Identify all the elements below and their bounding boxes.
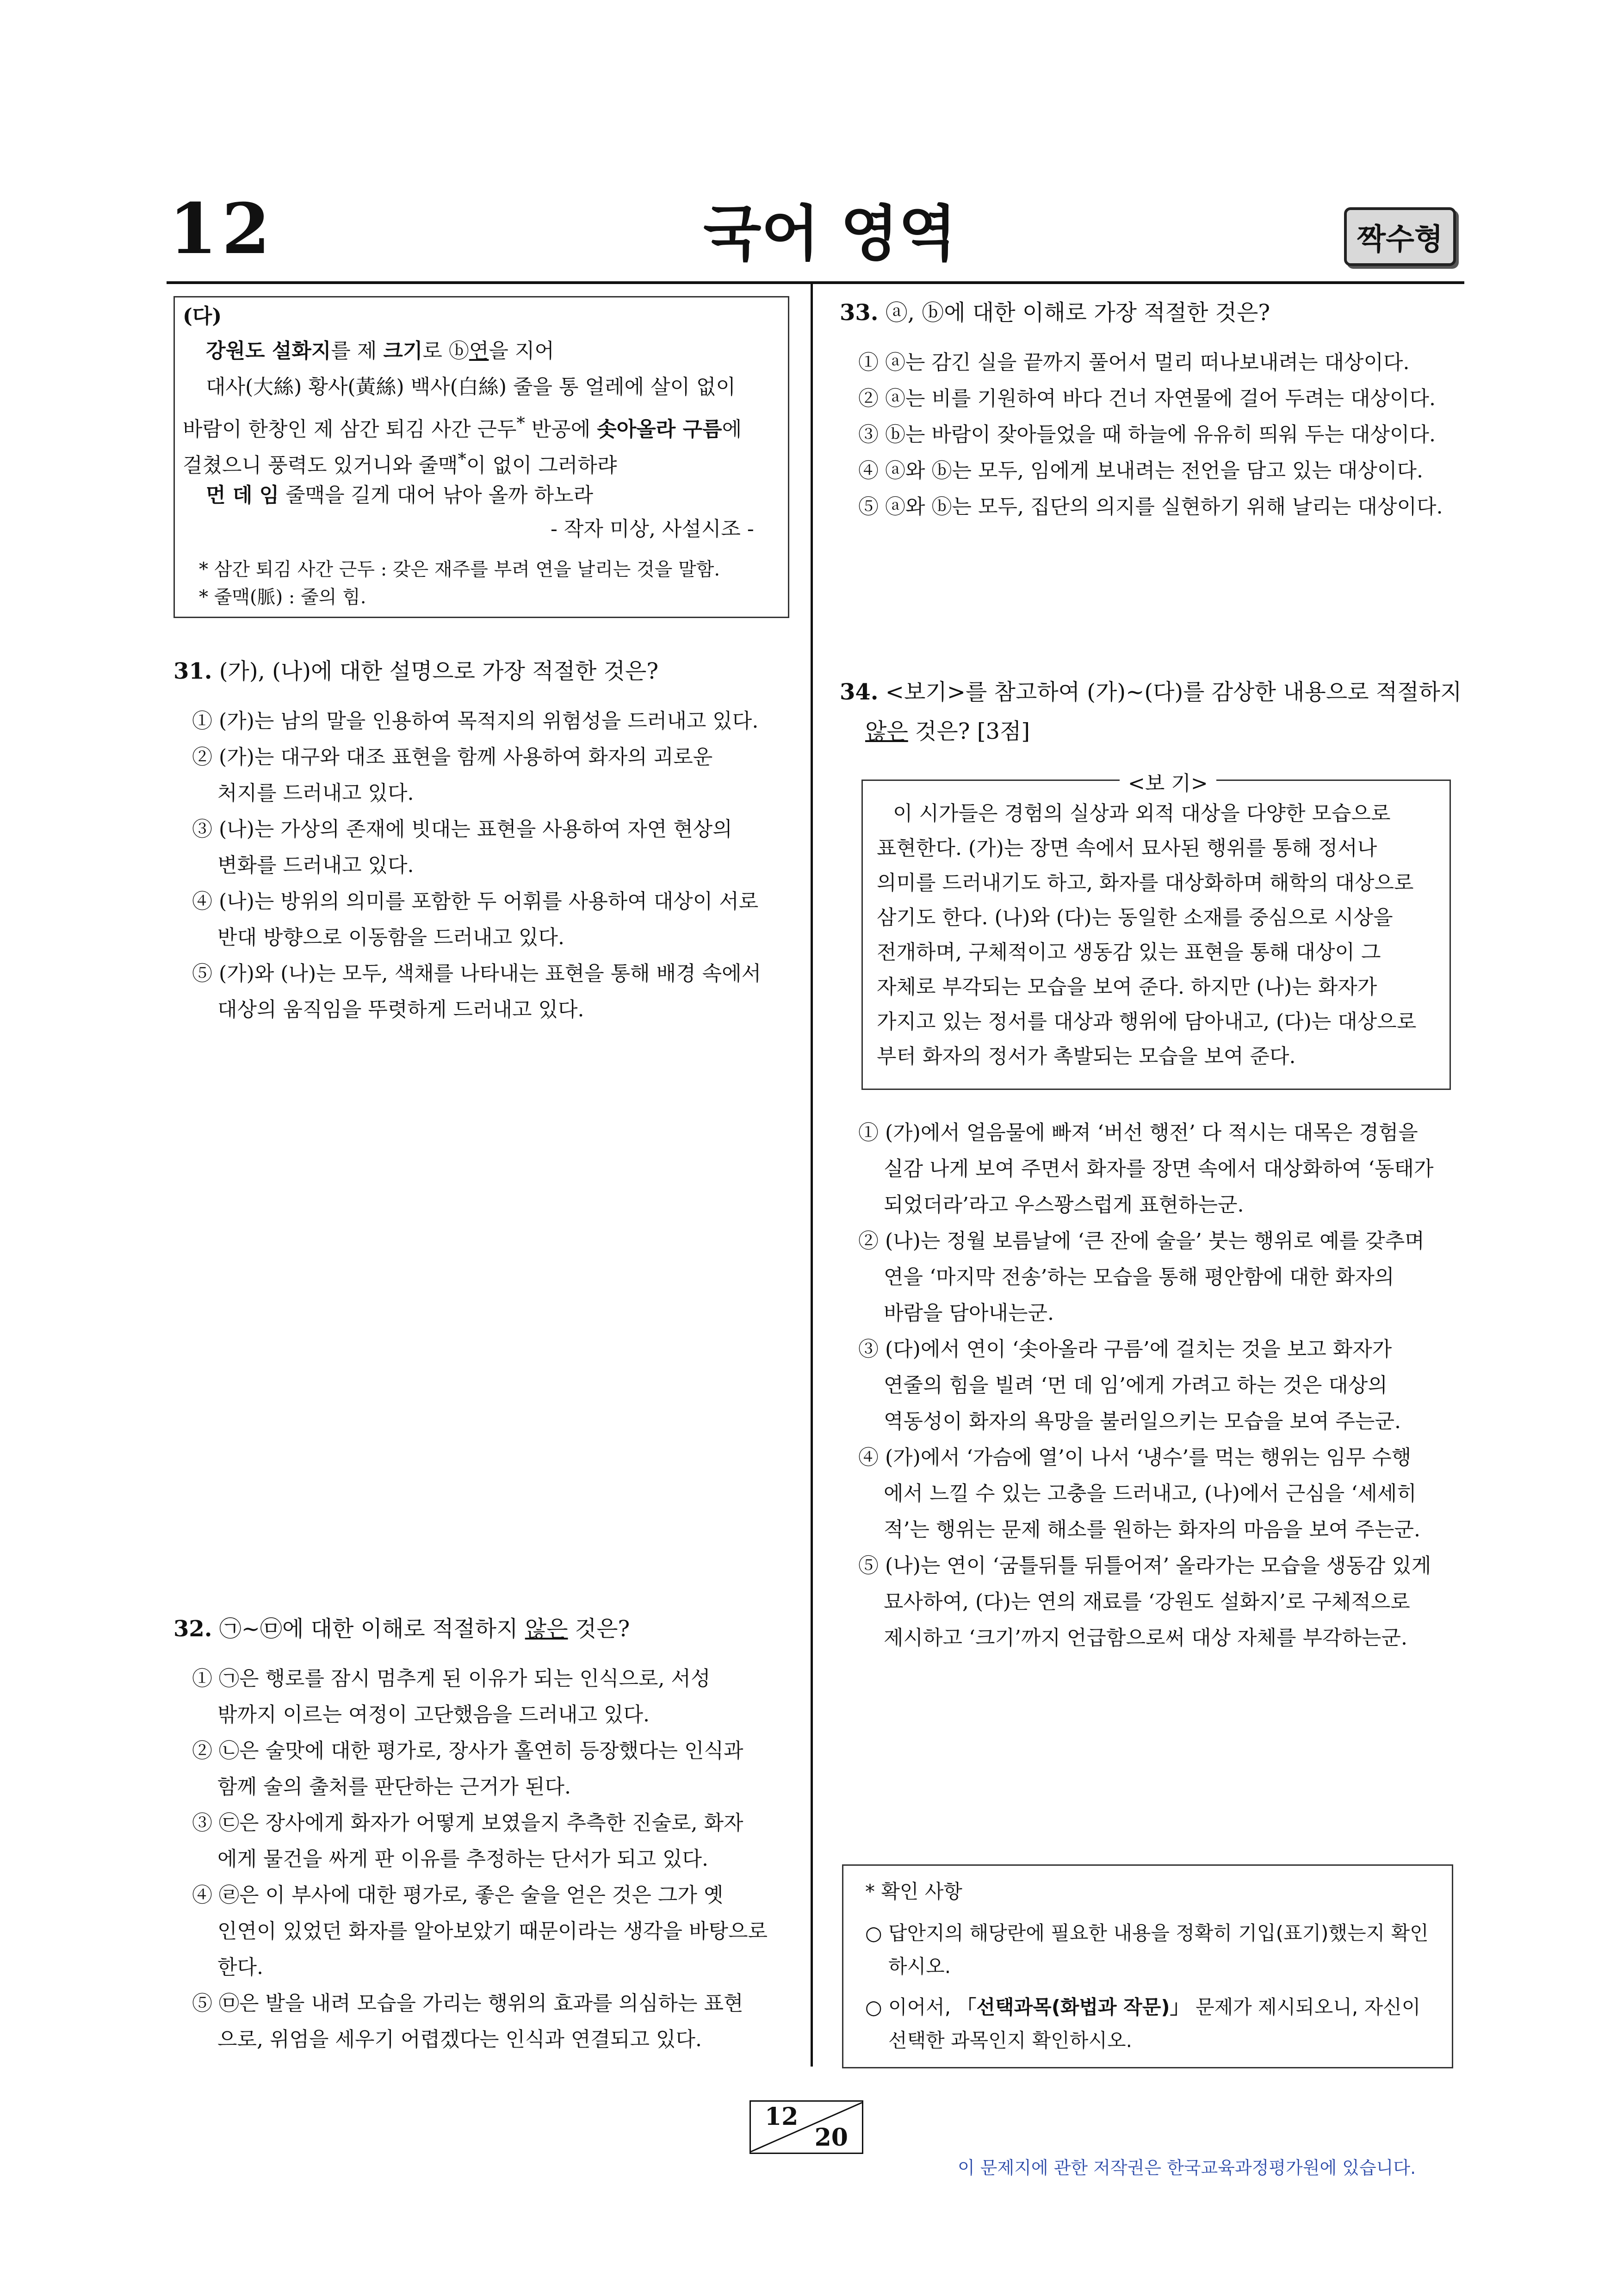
q34-option-3-cont: 역동성이 화자의 욕망을 불러일으키는 모습을 보여 주는군.: [884, 1410, 1401, 1433]
q34-option-4[interactable]: ④ (가)에서 ‘가슴에 열’이 나서 ‘냉수’를 먹는 행위는 임무 수행: [858, 1446, 1412, 1469]
page-current: 12: [765, 2103, 799, 2131]
passage-da-line: 걸쳤으니 풍력도 있거니와 줄맥*이 없이 그러하랴: [183, 449, 617, 477]
q33-option-3[interactable]: ③ ⓑ는 바람이 잦아들었을 때 하늘에 유유히 띄워 두는 대상이다.: [858, 423, 1436, 446]
q33-option-2[interactable]: ② ⓐ는 비를 기원하여 바다 건너 자연물에 걸어 두려는 대상이다.: [858, 387, 1436, 410]
q34-option-2-cont: 바람을 담아내는군.: [884, 1301, 1054, 1325]
q31-option-2[interactable]: ② (가)는 대구와 대조 표현을 함께 사용하여 화자의 괴로운: [192, 745, 713, 769]
bogi-line: 자체로 부각되는 모습을 보여 준다. 하지만 (나)는 화자가: [877, 975, 1377, 999]
passage-source: - 작자 미상, 사설시조 -: [551, 517, 754, 541]
q32-option-1-cont: 밖까지 이르는 여정이 고단했음을 드러내고 있다.: [217, 1703, 650, 1727]
q32-option-2-cont: 함께 술의 출처를 판단하는 근거가 된다.: [217, 1775, 571, 1799]
q32-option-4-cont: 한다.: [217, 1956, 263, 1979]
q34-option-4-cont: 적’는 행위는 문제 해소를 원하는 화자의 마음을 보여 주는군.: [884, 1518, 1420, 1541]
page-number: 12: [169, 188, 275, 270]
bogi-line: 부터 화자의 정서가 촉발되는 모습을 보여 준다.: [877, 1045, 1296, 1068]
q32-option-5[interactable]: ⑤ ㉤은 발을 내려 모습을 가리는 행위의 효과를 의심하는 표현: [192, 1992, 743, 2015]
notice-title: * 확인 사항: [865, 1880, 962, 1903]
bogi-line: 전개하며, 구체적이고 생동감 있는 표현을 통해 대상이 그: [877, 941, 1381, 964]
q32-option-4[interactable]: ④ ㉣은 이 부사에 대한 평가로, 좋은 술을 얻은 것은 그가 옛: [192, 1883, 724, 1907]
question-34-stem-cont: 않은 것은? [3점]: [865, 718, 1030, 744]
bogi-line: 표현한다. (가)는 장면 속에서 묘사된 행위를 통해 정서나: [877, 836, 1377, 860]
q34-option-3[interactable]: ③ (다)에서 연이 ‘솟아올라 구름’에 걸치는 것을 보고 화자가: [858, 1337, 1392, 1361]
q32-option-4-cont: 인연이 있었던 화자를 알아보았기 때문이라는 생각을 바탕으로: [217, 1919, 768, 1943]
q34-option-5[interactable]: ⑤ (나)는 연이 ‘굼틀뒤틀 뒤틀어져’ 올라가는 모습을 생동감 있게: [858, 1554, 1431, 1578]
passage-da-line: 강원도 설화지를 제 크기로 ⓑ연을 지어: [206, 339, 554, 363]
header-rule: [167, 281, 1464, 284]
q33-option-4[interactable]: ④ ⓐ와 ⓑ는 모두, 임에게 보내려는 전언을 담고 있는 대상이다.: [858, 459, 1423, 483]
q32-option-2[interactable]: ② ㉡은 술맛에 대한 평가로, 장사가 홀연히 등장했다는 인식과: [192, 1739, 743, 1763]
column-divider: [811, 283, 813, 2067]
q31-option-3[interactable]: ③ (나)는 가상의 존재에 빗대는 표현을 사용하여 자연 현상의: [192, 817, 732, 841]
bogi-label: <보 기>: [1120, 767, 1216, 796]
question-31-stem: 31. (가), (나)에 대한 설명으로 가장 적절한 것은?: [173, 658, 659, 684]
q34-option-4-cont: 에서 느낄 수 있는 고충을 드러내고, (나)에서 근심을 ‘세세히: [884, 1482, 1417, 1505]
footnote: * 줄맥(脈) : 줄의 힘.: [199, 587, 366, 608]
q34-option-2-cont: 연을 ‘마지막 전송’하는 모습을 통해 평안함에 대한 화자의: [884, 1265, 1394, 1289]
question-33-stem: 33. ⓐ, ⓑ에 대한 이해로 가장 적절한 것은?: [840, 300, 1270, 326]
passage-da-line: 먼 데 임 줄맥을 길게 대어 낚아 올까 하노라: [206, 483, 594, 507]
q34-option-1-cont: 되었더라’라고 우스꽝스럽게 표현하는군.: [884, 1193, 1244, 1217]
q31-option-1[interactable]: ① (가)는 남의 말을 인용하여 목적지의 위험성을 드러내고 있다.: [192, 709, 759, 733]
passage-da-label: (다): [183, 304, 222, 328]
page-title: 국어 영역: [703, 198, 957, 269]
q34-option-2[interactable]: ② (나)는 정월 보름날에 ‘큰 잔에 술을’ 붓는 행위로 예를 갖추며: [858, 1229, 1425, 1253]
notice-item-1: ○ 답안지의 해당란에 필요한 내용을 정확히 기입(표기)했는지 확인: [865, 1922, 1429, 1944]
q31-option-3-cont: 변화를 드러내고 있다.: [217, 854, 414, 877]
q32-option-3[interactable]: ③ ㉢은 장사에게 화자가 어떻게 보였을지 추측한 진술로, 화자: [192, 1811, 743, 1835]
q31-option-5-cont: 대상의 움직임을 뚜렷하게 드러내고 있다.: [217, 998, 584, 1021]
question-32-stem: 32. ㉠~㉤에 대한 이해로 적절하지 않은 것은?: [173, 1616, 630, 1642]
q33-option-5[interactable]: ⑤ ⓐ와 ⓑ는 모두, 집단의 의지를 실현하기 위해 날리는 대상이다.: [858, 495, 1443, 519]
q34-option-3-cont: 연줄의 힘을 빌려 ‘먼 데 임’에게 가려고 하는 것은 대상의: [884, 1374, 1388, 1397]
q31-option-4-cont: 반대 방향으로 이동함을 드러내고 있다.: [217, 926, 564, 949]
q31-option-4[interactable]: ④ (나)는 방위의 의미를 포함한 두 어휘를 사용하여 대상이 서로: [192, 890, 759, 913]
notice-item-1-cont: 하시오.: [888, 1955, 951, 1978]
q34-option-5-cont: 묘사하여, (다)는 연의 재료를 ‘강원도 설화지’로 구체적으로: [884, 1590, 1410, 1614]
bogi-line: 의미를 드러내기도 하고, 화자를 대상화하며 해학의 대상으로: [877, 871, 1414, 895]
page-total: 20: [814, 2123, 848, 2152]
q31-option-2-cont: 처지를 드러내고 있다.: [217, 781, 414, 805]
exam-type-badge: 짝수형: [1344, 207, 1456, 266]
q32-option-3-cont: 에게 물건을 싸게 판 이유를 추정하는 단서가 되고 있다.: [217, 1847, 708, 1871]
footnote: * 삼간 퇴김 사간 근두 : 갖은 재주를 부려 연을 날리는 것을 말함.: [199, 559, 720, 580]
q32-option-5-cont: 으로, 위엄을 세우기 어렵겠다는 인식과 연결되고 있다.: [217, 2028, 702, 2051]
q34-option-1[interactable]: ① (가)에서 얼음물에 빠져 ‘버선 행전’ 다 적시는 대목은 경험을: [858, 1121, 1418, 1145]
notice-item-2: ○ 이어서, 「선택과목(화법과 작문)」 문제가 제시되오니, 자신이: [865, 1996, 1421, 2018]
q31-option-5[interactable]: ⑤ (가)와 (나)는 모두, 색채를 나타내는 표현을 통해 배경 속에서: [192, 962, 762, 985]
q34-option-5-cont: 제시하고 ‘크기’까지 언급함으로써 대상 자체를 부각하는군.: [884, 1626, 1407, 1650]
passage-da-line: 바람이 한창인 제 삼간 퇴김 사간 근두* 반공에 솟아올라 구름에: [183, 413, 742, 441]
question-34-stem: 34. <보기>를 참고하여 (가)~(다)를 감상한 내용으로 적절하지: [840, 679, 1462, 705]
bogi-line: 이 시가들은 경험의 실상과 외적 대상을 다양한 모습으로: [893, 802, 1391, 825]
page-indicator: [750, 2100, 863, 2154]
bogi-line: 삼기도 한다. (나)와 (다)는 동일한 소재를 중심으로 시상을: [877, 906, 1393, 929]
q32-option-1[interactable]: ① ㉠은 행로를 잠시 멈추게 된 이유가 되는 인식으로, 서성: [192, 1667, 711, 1690]
q34-option-1-cont: 실감 나게 보여 주면서 화자를 장면 속에서 대상화하여 ‘동태가: [884, 1157, 1434, 1181]
bogi-line: 가지고 있는 정서를 대상과 행위에 담아내고, (다)는 대상으로: [877, 1010, 1417, 1034]
q33-option-1[interactable]: ① ⓐ는 감긴 실을 끝까지 풀어서 멀리 떠나보내려는 대상이다.: [858, 351, 1410, 374]
passage-da-line: 대사(大絲) 황사(黃絲) 백사(白絲) 줄을 통 얼레에 살이 없이: [206, 375, 736, 399]
notice-item-2-cont: 선택한 과목인지 확인하시오.: [888, 2029, 1132, 2052]
copyright-notice: 이 문제지에 관한 저작권은 한국교육과정평가원에 있습니다.: [958, 2158, 1416, 2178]
